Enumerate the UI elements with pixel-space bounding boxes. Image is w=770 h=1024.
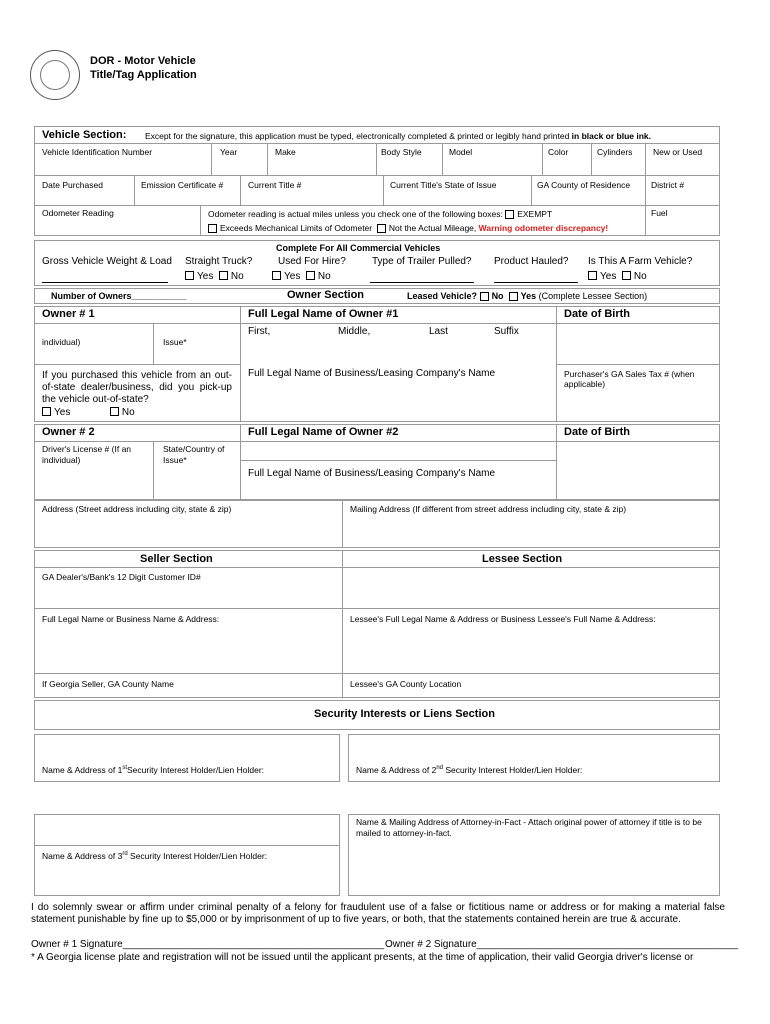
owner-section-title: Owner Section (287, 289, 365, 301)
title-state-label: Current Title's State of Issue (390, 180, 497, 190)
current-title-label: Current Title # (248, 180, 302, 190)
for-hire-yes[interactable] (272, 271, 281, 280)
owner1-business-label: Full Legal Name of Business/Leasing Company's Name (248, 368, 496, 379)
mailing-address-label: Mailing Address (If different from street address including city, state & zip) (350, 504, 627, 514)
owner1-signature-line[interactable]: Owner # 1 Signature_______________________________________________ (31, 939, 385, 950)
date-purchased-label: Date Purchased (42, 180, 103, 190)
middle-label: Middle, (338, 326, 371, 337)
farm-yes[interactable] (588, 271, 597, 280)
straight-truck-label: Straight Truck? (185, 256, 253, 267)
leased-vehicle: Leased Vehicle? No Yes (Complete Lessee Section) (407, 291, 648, 301)
suffix-label: Suffix (494, 326, 519, 337)
make-label: Make (275, 147, 296, 157)
out-of-state-yes[interactable] (42, 407, 51, 416)
owner2-dob-title: Date of Birth (564, 426, 630, 438)
oath-text: I do solemnly swear or affirm under criminal penalty of a felony for fraudulent use of a false or fictitious name or address or for making a material false statement punishable by fine up to $5,000 or by imprisonment of up to five years, or both, that the statements contained herein are true & accurate. (31, 902, 725, 925)
out-of-state-no[interactable] (110, 407, 119, 416)
year-label: Year (220, 147, 238, 157)
fuel-label: Fuel (651, 208, 668, 218)
address-label: Address (Street address including city, state & zip) (42, 504, 232, 514)
model-label: Model (449, 147, 473, 157)
straight-truck-no[interactable] (219, 271, 228, 280)
odometer-options: Exceeds Mechanical Limits of Odometer Not the Actual Mileage, Warning odometer discrepancy! (208, 223, 608, 234)
leased-yes-checkbox[interactable] (509, 292, 518, 301)
owner1-title: Owner # 1 (42, 308, 95, 320)
seller-section-title: Seller Section (140, 553, 213, 565)
seller-name-label: Full Legal Name or Business Name & Address: (42, 614, 220, 624)
lien3-label: Name & Address of 3rd Security Interest Holder/Lien Holder: (42, 851, 268, 861)
for-hire-no[interactable] (306, 271, 315, 280)
owner2-title: Owner # 2 (42, 426, 95, 438)
vehicle-instructions: Except for the signature, this application must be typed, electronically completed & printed or legibly hand printed in black or blue ink. (145, 131, 652, 141)
form-title-line1: DOR - Motor Vehicle (90, 55, 196, 67)
new-or-used-label: New or Used (653, 147, 703, 157)
sales-tax-label: Purchaser's GA Sales Tax # (when applicable) (564, 369, 695, 389)
product-label: Product Hauled? (494, 256, 569, 267)
odometer-label: Odometer Reading (42, 208, 114, 218)
vehicle-section-title: Vehicle Section: (42, 129, 127, 141)
not-actual-checkbox[interactable] (377, 224, 386, 233)
lessee-location-label: Lessee's GA County Location (350, 679, 462, 689)
for-hire-label: Used For Hire? (278, 256, 346, 267)
leased-no-checkbox[interactable] (480, 292, 489, 301)
emission-label: Emission Certificate # (141, 180, 224, 190)
farm-no[interactable] (622, 271, 631, 280)
owner1-issue-label: Issue* (163, 337, 187, 347)
body-style-label: Body Style (381, 147, 422, 157)
attorney-label: Name & Mailing Address of Attorney-in-Fact - Attach original power of attorney if title is to be mailed to attorney-in-fact. (356, 817, 702, 838)
last-label: Last (429, 326, 448, 337)
exceeds-checkbox[interactable] (208, 224, 217, 233)
footnote-text: * A Georgia license plate and registration will not be issued until the applicant presents, at the time of application, their valid Georgia driver's license or (31, 952, 694, 963)
straight-truck-options: Yes No (185, 271, 244, 282)
owner1-fullname-title: Full Legal Name of Owner #1 (248, 308, 399, 320)
state-country-label: State/Country of Issue* (163, 444, 225, 465)
for-hire-options: Yes No (272, 271, 331, 282)
vin-label: Vehicle Identification Number (42, 147, 153, 157)
owner2-business-label: Full Legal Name of Business/Leasing Company's Name (248, 468, 496, 479)
dealer-id-label: GA Dealer's/Bank's 12 Digit Customer ID# (42, 572, 201, 582)
owner2-signature-line[interactable]: Owner # 2 Signature_______________________________________________ (385, 939, 739, 950)
district-label: District # (651, 180, 685, 190)
lessee-section-title: Lessee Section (482, 553, 563, 565)
number-of-owners: Number of Owners___________ (51, 291, 187, 301)
owner1-dob-title: Date of Birth (564, 308, 630, 320)
georgia-seal-icon (30, 50, 80, 100)
first-label: First, (248, 326, 271, 337)
ga-county-label: GA County of Residence (537, 180, 631, 190)
farm-label: Is This A Farm Vehicle? (588, 256, 693, 267)
straight-truck-yes[interactable] (185, 271, 194, 280)
form-title-line2: Title/Tag Application (90, 69, 197, 81)
trailer-label: Type of Trailer Pulled? (372, 256, 472, 267)
out-of-state-question: If you purchased this vehicle from an out-of-state dealer/business, did you pick-up the vehicle out-of-state? (42, 370, 232, 405)
farm-options: Yes No (588, 271, 647, 282)
lessee-name-label: Lessee's Full Legal Name & Address or Business Lessee's Full Name & Address: (350, 614, 656, 624)
owner2-fullname-title: Full Legal Name of Owner #2 (248, 426, 399, 438)
lien1-label: Name & Address of 1stSecurity Interest Holder/Lien Holder: (42, 765, 265, 775)
seller-county-label: If Georgia Seller, GA County Name (42, 679, 174, 689)
exempt-checkbox[interactable] (505, 210, 514, 219)
commercial-title: Complete For All Commercial Vehicles (276, 243, 441, 253)
drivers-license-label: Driver's License # (If an individual) (42, 444, 132, 465)
lien2-label: Name & Address of 2nd Security Interest Holder/Lien Holder: (356, 765, 583, 775)
odometer-note: Odometer reading is actual miles unless you check one of the following boxes: EXEMPT (208, 209, 553, 219)
out-of-state-options: Yes No (42, 407, 135, 418)
liens-section-title: Security Interests or Liens Section (314, 708, 495, 720)
cylinders-label: Cylinders (597, 147, 633, 157)
gvw-label: Gross Vehicle Weight & Load (42, 256, 172, 267)
color-label: Color (548, 147, 569, 157)
owner1-individual-label: individual) (42, 337, 81, 347)
